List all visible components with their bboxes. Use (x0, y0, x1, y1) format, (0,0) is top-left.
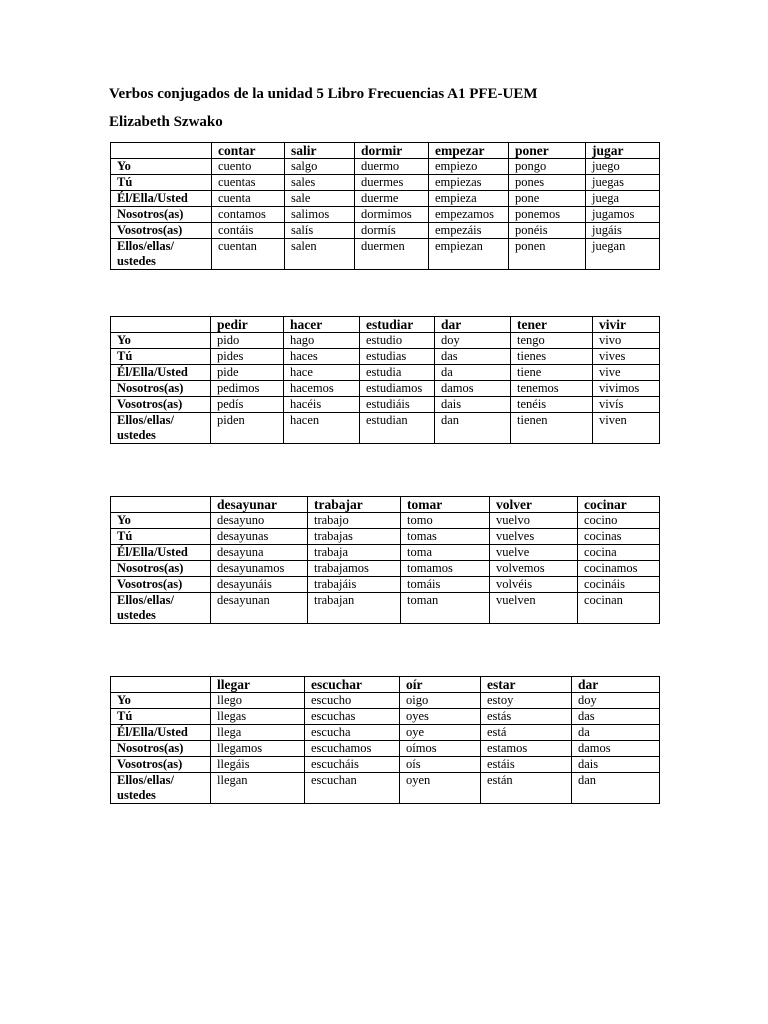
header-empty-cell (111, 143, 212, 159)
conjugation-cell: duermo (355, 159, 429, 175)
conjugation-cell: cocináis (578, 577, 660, 593)
conjugation-cell: hacéis (284, 397, 360, 413)
conjugation-cell: empezamos (429, 207, 509, 223)
conjugation-cell: pide (211, 365, 284, 381)
verb-header: cocinar (578, 497, 660, 513)
header-empty-cell (111, 317, 211, 333)
conjugation-cell: estamos (481, 741, 572, 757)
table-row (111, 529, 660, 545)
header-empty-cell (111, 677, 211, 693)
table-row (111, 577, 660, 593)
conjugation-table-1 (110, 142, 660, 270)
verb-header: estar (481, 677, 572, 693)
document-title: Verbos conjugados de la unidad 5 Libro Frecuencias A1 PFE-UEM (109, 86, 538, 102)
pronoun-cell: Ellos/ellas/ ustedes (111, 413, 211, 444)
conjugation-cell: hacen (284, 413, 360, 444)
verb-header: pedir (211, 317, 284, 333)
conjugation-cell: damos (572, 741, 660, 757)
conjugation-cell: volvemos (490, 561, 578, 577)
conjugation-cell: oyes (400, 709, 481, 725)
verb-header: hacer (284, 317, 360, 333)
conjugation-cell: ponen (509, 239, 586, 270)
conjugation-cell: pides (211, 349, 284, 365)
conjugation-cell: llega (211, 725, 305, 741)
conjugation-cell: llegan (211, 773, 305, 804)
conjugation-cell: volvéis (490, 577, 578, 593)
table-row (111, 207, 660, 223)
conjugation-cell: llegamos (211, 741, 305, 757)
table-row (111, 239, 660, 270)
conjugation-cell: hace (284, 365, 360, 381)
table-row (111, 381, 660, 397)
header-empty-cell (111, 497, 211, 513)
conjugation-cell: dais (572, 757, 660, 773)
conjugation-cell: escucháis (305, 757, 400, 773)
conjugation-cell: desayunamos (211, 561, 308, 577)
conjugation-cell: oís (400, 757, 481, 773)
conjugation-cell: estudiáis (360, 397, 435, 413)
conjugation-cell: empiezo (429, 159, 509, 175)
conjugation-cell: escuchamos (305, 741, 400, 757)
conjugation-cell: da (435, 365, 511, 381)
pronoun-cell: Yo (111, 159, 212, 175)
conjugation-cell: salgo (285, 159, 355, 175)
conjugation-cell: estás (481, 709, 572, 725)
conjugation-cell: juega (586, 191, 660, 207)
conjugation-cell: tomáis (401, 577, 490, 593)
conjugation-cell: cuentas (212, 175, 285, 191)
conjugation-cell: tienes (511, 349, 593, 365)
conjugation-cell: toman (401, 593, 490, 624)
conjugation-cell: desayunan (211, 593, 308, 624)
conjugation-cell: escuchas (305, 709, 400, 725)
conjugation-cell: desayuno (211, 513, 308, 529)
conjugation-cell: estudian (360, 413, 435, 444)
pronoun-cell: Él/Ella/Usted (111, 191, 212, 207)
conjugation-table-2 (110, 316, 660, 444)
table-row (111, 725, 660, 741)
conjugation-cell: trabajáis (308, 577, 401, 593)
pronoun-cell: Él/Ella/Usted (111, 365, 211, 381)
conjugation-cell: vives (593, 349, 660, 365)
conjugation-cell: viven (593, 413, 660, 444)
conjugation-cell: pedís (211, 397, 284, 413)
conjugation-cell: hago (284, 333, 360, 349)
conjugation-cell: cocinamos (578, 561, 660, 577)
table-row (111, 561, 660, 577)
table-row (111, 365, 660, 381)
conjugation-cell: escuchan (305, 773, 400, 804)
conjugation-cell: pones (509, 175, 586, 191)
table-row (111, 413, 660, 444)
table-row (111, 333, 660, 349)
table-row (111, 593, 660, 624)
verb-header: escuchar (305, 677, 400, 693)
pronoun-cell: Él/Ella/Usted (111, 725, 211, 741)
conjugation-cell: contáis (212, 223, 285, 239)
conjugation-cell: escucha (305, 725, 400, 741)
pronoun-cell: Él/Ella/Usted (111, 545, 211, 561)
conjugation-cell: dan (435, 413, 511, 444)
conjugation-cell: trabajan (308, 593, 401, 624)
conjugation-table-3 (110, 496, 660, 624)
table-row (111, 757, 660, 773)
pronoun-cell: Vosotros(as) (111, 577, 211, 593)
conjugation-table-4 (110, 676, 660, 804)
conjugation-cell: dormimos (355, 207, 429, 223)
conjugation-cell: dan (572, 773, 660, 804)
conjugation-cell: estudias (360, 349, 435, 365)
conjugation-cell: salen (285, 239, 355, 270)
table-row (111, 709, 660, 725)
verb-header: dar (572, 677, 660, 693)
conjugation-cell: escucho (305, 693, 400, 709)
verb-header: tener (511, 317, 593, 333)
conjugation-cell: tomas (401, 529, 490, 545)
table-row (111, 773, 660, 804)
conjugation-cell: tiene (511, 365, 593, 381)
conjugation-cell: trabajo (308, 513, 401, 529)
conjugation-cell: hacemos (284, 381, 360, 397)
conjugation-cell: empieza (429, 191, 509, 207)
verb-header: empezar (429, 143, 509, 159)
pronoun-cell: Tú (111, 529, 211, 545)
conjugation-cell: trabaja (308, 545, 401, 561)
verb-header: llegar (211, 677, 305, 693)
conjugation-cell: jugáis (586, 223, 660, 239)
conjugation-cell: desayuna (211, 545, 308, 561)
conjugation-cell: cocino (578, 513, 660, 529)
conjugation-cell: ponéis (509, 223, 586, 239)
pronoun-cell: Yo (111, 333, 211, 349)
conjugation-cell: das (435, 349, 511, 365)
conjugation-cell: da (572, 725, 660, 741)
conjugation-cell: pedimos (211, 381, 284, 397)
verb-header: tomar (401, 497, 490, 513)
conjugation-cell: jugamos (586, 207, 660, 223)
table-row (111, 693, 660, 709)
conjugation-cell: doy (572, 693, 660, 709)
conjugation-cell: tengo (511, 333, 593, 349)
conjugation-cell: están (481, 773, 572, 804)
verb-header: oír (400, 677, 481, 693)
verb-header: dar (435, 317, 511, 333)
conjugation-cell: das (572, 709, 660, 725)
conjugation-cell: pongo (509, 159, 586, 175)
verb-header: trabajar (308, 497, 401, 513)
conjugation-cell: doy (435, 333, 511, 349)
conjugation-cell: estoy (481, 693, 572, 709)
pronoun-cell: Vosotros(as) (111, 397, 211, 413)
pronoun-cell: Yo (111, 693, 211, 709)
table-row (111, 223, 660, 239)
verb-header: desayunar (211, 497, 308, 513)
table-row (111, 175, 660, 191)
table-header-row (111, 143, 660, 159)
conjugation-cell: contamos (212, 207, 285, 223)
conjugation-cell: toma (401, 545, 490, 561)
pronoun-cell: Tú (111, 709, 211, 725)
pronoun-cell: Vosotros(as) (111, 223, 212, 239)
conjugation-cell: empiezan (429, 239, 509, 270)
table-row (111, 513, 660, 529)
verb-header: contar (212, 143, 285, 159)
conjugation-cell: estudia (360, 365, 435, 381)
conjugation-cell: pido (211, 333, 284, 349)
conjugation-cell: cocinas (578, 529, 660, 545)
conjugation-cell: oigo (400, 693, 481, 709)
verb-header: estudiar (360, 317, 435, 333)
pronoun-cell: Nosotros(as) (111, 381, 211, 397)
conjugation-cell: damos (435, 381, 511, 397)
conjugation-cell: trabajas (308, 529, 401, 545)
conjugation-cell: oye (400, 725, 481, 741)
conjugation-cell: empezáis (429, 223, 509, 239)
conjugation-cell: está (481, 725, 572, 741)
verb-header: poner (509, 143, 586, 159)
conjugation-cell: desayunas (211, 529, 308, 545)
conjugation-cell: llegas (211, 709, 305, 725)
pronoun-cell: Ellos/ellas/ ustedes (111, 593, 211, 624)
pronoun-cell: Nosotros(as) (111, 741, 211, 757)
conjugation-cell: vivís (593, 397, 660, 413)
conjugation-cell: tenéis (511, 397, 593, 413)
table-header-row (111, 677, 660, 693)
table-row (111, 397, 660, 413)
conjugation-cell: oyen (400, 773, 481, 804)
conjugation-cell: haces (284, 349, 360, 365)
conjugation-cell: cocinan (578, 593, 660, 624)
verb-header: jugar (586, 143, 660, 159)
conjugation-cell: duerme (355, 191, 429, 207)
conjugation-cell: tienen (511, 413, 593, 444)
pronoun-cell: Tú (111, 175, 212, 191)
conjugation-cell: juegas (586, 175, 660, 191)
conjugation-cell: ponemos (509, 207, 586, 223)
table-row (111, 159, 660, 175)
conjugation-cell: vuelven (490, 593, 578, 624)
pronoun-cell: Ellos/ellas/ ustedes (111, 773, 211, 804)
pronoun-cell: Ellos/ellas/ ustedes (111, 239, 212, 270)
pronoun-cell: Nosotros(as) (111, 561, 211, 577)
pronoun-cell: Vosotros(as) (111, 757, 211, 773)
conjugation-cell: dormís (355, 223, 429, 239)
conjugation-cell: tomo (401, 513, 490, 529)
conjugation-cell: duermen (355, 239, 429, 270)
conjugation-cell: salís (285, 223, 355, 239)
conjugation-cell: oímos (400, 741, 481, 757)
conjugation-cell: juego (586, 159, 660, 175)
conjugation-cell: cuento (212, 159, 285, 175)
conjugation-cell: vivimos (593, 381, 660, 397)
table-row (111, 191, 660, 207)
table-row (111, 741, 660, 757)
pronoun-cell: Yo (111, 513, 211, 529)
conjugation-cell: sale (285, 191, 355, 207)
conjugation-cell: duermes (355, 175, 429, 191)
table-header-row (111, 497, 660, 513)
pronoun-cell: Nosotros(as) (111, 207, 212, 223)
conjugation-cell: sales (285, 175, 355, 191)
conjugation-cell: trabajamos (308, 561, 401, 577)
conjugation-cell: desayunáis (211, 577, 308, 593)
conjugation-cell: vivo (593, 333, 660, 349)
conjugation-cell: llegáis (211, 757, 305, 773)
conjugation-cell: empiezas (429, 175, 509, 191)
table-row (111, 349, 660, 365)
conjugation-cell: vuelve (490, 545, 578, 561)
conjugation-cell: vive (593, 365, 660, 381)
conjugation-cell: estudiamos (360, 381, 435, 397)
conjugation-cell: estáis (481, 757, 572, 773)
conjugation-cell: vuelvo (490, 513, 578, 529)
verb-header: salir (285, 143, 355, 159)
conjugation-cell: salimos (285, 207, 355, 223)
conjugation-cell: pone (509, 191, 586, 207)
table-header-row (111, 317, 660, 333)
conjugation-cell: llego (211, 693, 305, 709)
conjugation-cell: juegan (586, 239, 660, 270)
document-author: Elizabeth Szwako (109, 114, 223, 130)
verb-header: dormir (355, 143, 429, 159)
conjugation-cell: piden (211, 413, 284, 444)
conjugation-cell: dais (435, 397, 511, 413)
verb-header: vivir (593, 317, 660, 333)
conjugation-cell: tomamos (401, 561, 490, 577)
verb-header: volver (490, 497, 578, 513)
conjugation-cell: cuentan (212, 239, 285, 270)
table-row (111, 545, 660, 561)
conjugation-cell: tenemos (511, 381, 593, 397)
conjugation-cell: estudio (360, 333, 435, 349)
conjugation-cell: vuelves (490, 529, 578, 545)
pronoun-cell: Tú (111, 349, 211, 365)
conjugation-cell: cocina (578, 545, 660, 561)
conjugation-cell: cuenta (212, 191, 285, 207)
